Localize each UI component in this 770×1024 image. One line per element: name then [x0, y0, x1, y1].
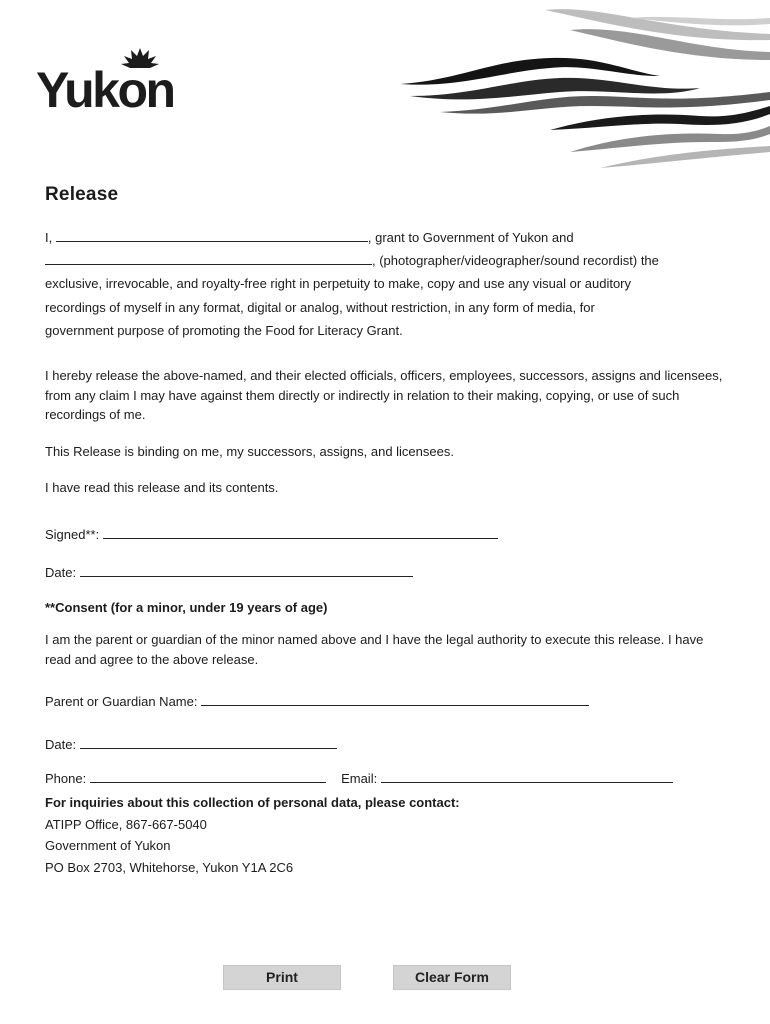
release-claims-paragraph: I hereby release the above-named, and their elected officials, officers, employees, successors, assigns and licensees, from any claim I may have against them directly or indirectly in relation to their making, copying, or use of such recordings of me. — [45, 368, 723, 422]
phone-email-row — [45, 771, 673, 786]
email-field[interactable] — [381, 772, 673, 783]
read-statement: I have read this release and its contents. — [45, 480, 279, 495]
consent-heading: **Consent (for a minor, under 19 years of age) — [45, 600, 328, 615]
recordist-name-field[interactable] — [45, 254, 372, 265]
logo-text: Yukon — [36, 62, 174, 112]
email-label: Email: — [341, 771, 378, 786]
grant-line-5: government purpose of promoting the Food for Literacy Grant. — [45, 322, 403, 338]
releasor-name-field[interactable] — [56, 231, 368, 242]
binding-statement: This Release is binding on me, my successors, assigns, and licensees. — [45, 444, 454, 459]
decorative-waves — [400, 0, 770, 175]
date-label: Date: — [45, 565, 77, 580]
contact-line-address: PO Box 2703, Whitehorse, Yukon Y1A 2C6 — [45, 859, 294, 875]
page-title: Release — [45, 184, 119, 205]
grant-line-4: recordings of myself in any format, digital or analog, without restriction, in any form of media, for — [45, 299, 595, 315]
print-button[interactable]: Print — [223, 965, 341, 990]
clear-form-button[interactable]: Clear Form — [393, 965, 511, 990]
grant-text: , grant to Government of Yukon and — [367, 230, 574, 245]
yukon-logo — [36, 46, 188, 112]
role-text: , (photographer/videographer/sound recordist) the — [372, 253, 659, 269]
grant-line-3: exclusive, irrevocable, and royalty-free right in perpetuity to make, copy and use any visual or auditory — [45, 276, 632, 292]
i-prefix: I, — [45, 230, 53, 245]
date-field[interactable] — [80, 566, 413, 577]
phone-label: Phone: — [45, 771, 87, 786]
contact-line-office: ATIPP Office, 867-667-5040 — [45, 816, 207, 832]
signed-label: Signed**: — [45, 527, 100, 542]
date2-label: Date: — [45, 737, 77, 752]
signature-field[interactable] — [103, 528, 498, 539]
contact-line-government: Government of Yukon — [45, 838, 171, 853]
contact-block — [45, 792, 460, 878]
date-row — [45, 565, 413, 580]
release-grant-paragraph — [45, 226, 725, 342]
signed-row — [45, 527, 498, 542]
guardian-name-label: Parent or Guardian Name: — [45, 694, 198, 709]
phone-field[interactable] — [90, 772, 326, 783]
consent-text: I am the parent or guardian of the minor named above and I have the legal authority to execute this release. I have read and agree to the above release. — [45, 632, 704, 667]
guardian-name-field[interactable] — [201, 695, 589, 706]
guardian-row — [45, 694, 589, 709]
date2-field[interactable] — [80, 738, 337, 749]
date2-row — [45, 737, 337, 752]
contact-heading: For inquiries about this collection of personal data, please contact: — [45, 795, 460, 810]
